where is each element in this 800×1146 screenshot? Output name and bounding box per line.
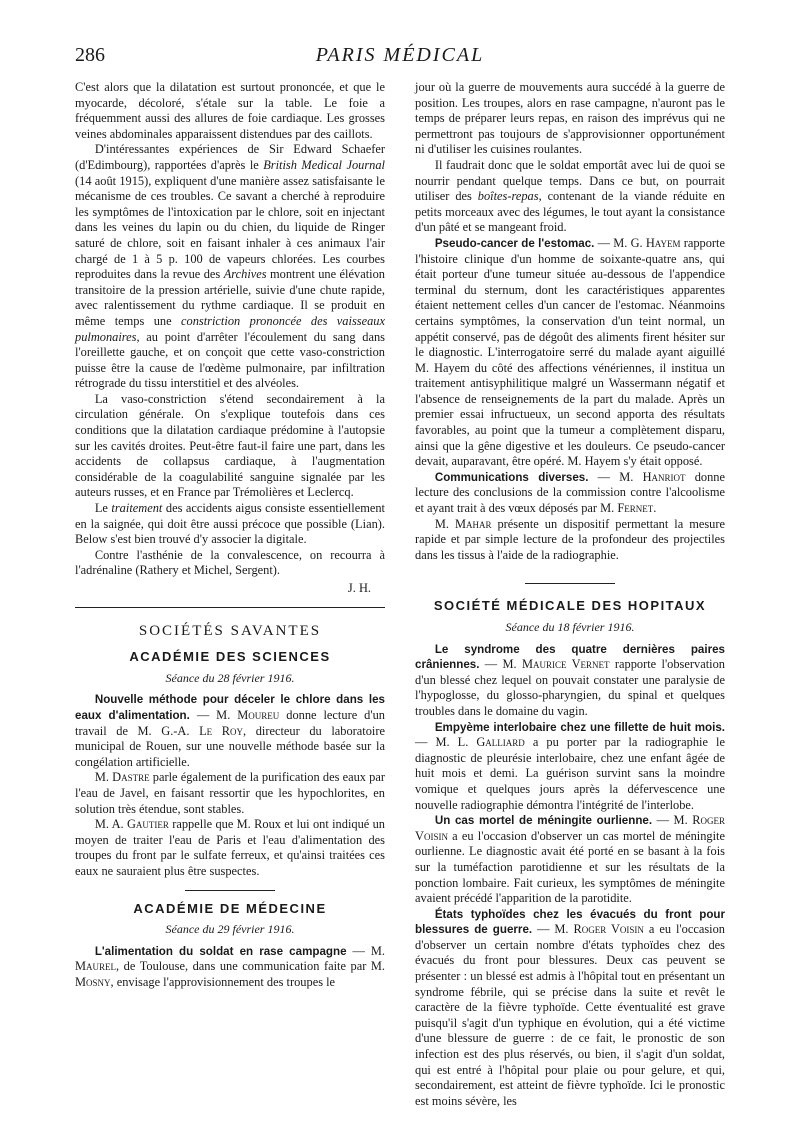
paragraph: M. Dastre parle également de la purification des eaux par l'eau de Javel, en faisant ressortir que les hypochlorites, en solution très étendue, sont stables.	[75, 770, 385, 816]
paragraph: Le traitement des accidents aigus consiste essentiellement en la saignée, qui doit être aussi précoce que possible (Lian). Below s'est bien trouvé d'y associer la digitale.	[75, 501, 385, 547]
paragraph: L'alimentation du soldat en rase campagne — M. Maurel, de Toulouse, dans une communication faite par M. Mosny, envisage l'approvisionnement des troupes le	[75, 943, 386, 989]
seance-date: Séance du 18 février 1916.	[505, 620, 635, 634]
paragraph: États typhoïdes chez les évacués du front pour blessures de guerre. — M. Roger Voisin a eu l'occasion d'observer un certain nombre d'états typhoïdes chez des évacués du front pour blessures. Deux cas peuvent se présenter : un blessé est admis à l'hôpital tout en présentant un syndrome fébrile, qui se précise dans la suite et revêt le caractère de la fièvre typhoïde. Cette éventualité est grave puisqu'il s'agit d'un typhique en évolution, qui a été victime d'une blessure de guerre : de ce fait, le pronostic de son infection est des plus réservés, ou bien, il s'agit d'un soldat, qui est entré à l'hôpital pour plaie ou pour gelure, et qui, secondairement, est atteint de fièvre typhoïde. Ici le pronostic est moins sévère, les	[415, 907, 725, 1108]
journal-title: British Medical Journal	[263, 157, 385, 172]
divider	[185, 890, 275, 891]
paragraph: Pseudo-cancer de l'estomac. — M. G. Hayem rapporte l'histoire clinique d'un homme de soixante-quatre ans, qui était porteur d'une tumeur située au-dessous de l'appendice terminal du sternum, dont les caractéristiques apparentes étaient nettement celles d'un cancer de l'estomac. Néanmoins certains symptômes, la conservation d'un teint normal, un appétit conservé, pas de dégoût des aliments firent hésiter sur le diagnostic. L'interrogatoire serré du malade ayant aiguillé M. Hayem du côté des affections vénériennes, il institua un traitement antisyphilitique malgré un Wassermann négatif et l'absence de renseignements de la part du malade. Après un premier essai infructueux, un second apporta des résultats favorables, au point que la tumeur a complètement disparu, ainsi que la gêne digestive et les douleurs. Ce pseudo-cancer devait, auparavant, être opéré. M. Hayem s'y était opposé.	[415, 235, 725, 469]
page-number: 286	[75, 44, 105, 66]
left-column	[75, 80, 385, 990]
page-header	[75, 44, 725, 72]
paragraph: Un cas mortel de méningite ourlienne. — M. Roger Voisin a eu l'occasion d'observer un cas mortel de méningite ourlienne. Le diagnostic avait été porté en se basant à la fois sur la tuméfaction parotidienne et sur les résultats de la ponction lombaire. Fait curieux, les symptômes de méningite avaient précédé l'apparition de la parotidite.	[415, 813, 725, 906]
signature: J. H.	[347, 581, 371, 595]
paragraph: M. Mahar présente un dispositif permettant la mesure rapide et par simple lecture de la profondeur des projectiles dans les tissus à l'aide de la radiographie.	[415, 516, 725, 562]
divider	[75, 607, 385, 608]
paragraph: jour où la guerre de mouvements aura succédé à la guerre de position. Les troupes, alors en rase campagne, n'auront pas le temps de préparer leurs repas, en raison des imprévus qui ne permettront pas toujours de s'approvisionner opportunément ni d'utiliser les cuisines roulantes.	[415, 80, 725, 157]
seance-date: Séance du 29 février 1916.	[165, 922, 295, 937]
paragraph: Il faudrait donc que le soldat emportât avec lui de quoi se nourrir pendant quelque temps. Dans ce but, on pourrait utiliser des boîtes-repas, contenant de la viande réduite en petits morceaux avec des légumes, le tout ayant la consistance d'un pâté et se mangeant froid.	[415, 157, 725, 235]
divider	[525, 583, 615, 584]
right-column	[415, 80, 725, 1109]
paragraph: Contre l'asthénie de la convalescence, on recourra à l'adrénaline (Rathery et Michel, Sergent).	[75, 547, 385, 578]
section-title: SOCIÉTÉS SAVANTES	[138, 622, 322, 639]
paragraph: C'est alors que la dilatation est surtout prononcée, et que le myocarde, décoloré, s'étale sur la table. Le foie a fréquemment aussi des allures de foie cardiaque. Les grosses veines abdominales apparaissent distendues par des caillots.	[75, 80, 385, 141]
subsection-title: ACADÉMIE DE MÉDECINE	[133, 900, 327, 916]
paragraph: D'intéressantes expériences de Sir Edward Schaefer (d'Edimbourg), rapportées d'après le British Medical Journal (14 août 1915), expliquent d'une manière assez satisfaisante le mécanisme de ces troubles. Ce savant a cherché à reproduire les symptômes de l'intoxication par le chlore, soit en injectant dans les veines du lapin ou du chien, du liquide de Ringer saturé de chlore, soit en faisant inhaler à ces animaux l'air chargé de 1 à 5 p. 100 de vapeurs chlorées. Les courbes reproduites dans la revue des Archives montrent une élévation transitoire de la pression artérielle, suivie d'une chute rapide, avec ralentissement du rythme cardiaque. Il se produit en même temps une constriction prononcée des vaisseaux pulmonaires, au point d'arrêter l'écoulement du sang dans l'oreillette gauche, et on conçoit que cette vaso-constriction puisse être la cause de l'œdème pulmonaire, par infiltration rétrograde du tissu interstitiel et des alvéoles.	[75, 142, 385, 391]
subsection-title: ACADÉMIE DES SCIENCES	[129, 649, 331, 665]
paragraph: Nouvelle méthode pour déceler le chlore dans les eaux d'alimentation. — M. Moureu donne lecture d'un travail de M. G.-A. Le Roy, directeur du laboratoire municipal de Rouen, sur une nouvelle méthode basée sur la congélation artificielle.	[75, 693, 385, 769]
paragraph: Empyème interlobaire chez une fillette de huit mois. — M. L. Galliard a pu porter par la radiographie le diagnostic de pleurésie interlobaire, chez une enfant âgée de huit mois et demi. La guérison survint sans la moindre vomique et quelques jours après la défervescence une nouvelle radiographie démontra l'intégrité de l'interlobe.	[415, 720, 725, 812]
seance-date: Séance du 28 février 1916.	[165, 670, 295, 685]
subsection-title: SOCIÉTÉ MÉDICALE DES HOPITAUX	[433, 598, 707, 614]
paragraph: Communications diverses. — M. Hanriot donne lecture des conclusions de la commission contre l'alcoolisme et ayant trait à des vœux déposés par M. Fernet.	[415, 469, 725, 516]
paragraph: M. A. Gautier rappelle que M. Roux et lui ont indiqué un moyen de traiter l'eau de Paris et l'eau d'alimentation des troupes du front par le sulfate ferreux, et qu'ainsi traitées ces eaux ne sauraient plus être suspectes.	[75, 817, 385, 878]
paragraph: Le syndrome des quatre dernières paires crâniennes. — M. Maurice Vernet rapporte l'observation d'un blessé chez lequel on pouvait constater une paralysie de l'hypoglosse, du glosso-pharyngien, du spinal et quelques troubles dans le domaine du vagin.	[415, 642, 725, 718]
paragraph: La vaso-constriction s'étend secondairement à la circulation générale. On s'explique toutefois dans ces conditions que la dilatation cardiaque prédomine à l'autopsie sur les cavités droites. Peut-être faut-il faire une part, dans les accidents de collapsus cardiaque, à l'augmentation considérable de la coagulabilité sanguine signalée par les auteurs russes, et en France par Trémolières et Leclercq.	[75, 391, 385, 500]
running-title: PARIS MÉDICAL	[315, 44, 485, 66]
